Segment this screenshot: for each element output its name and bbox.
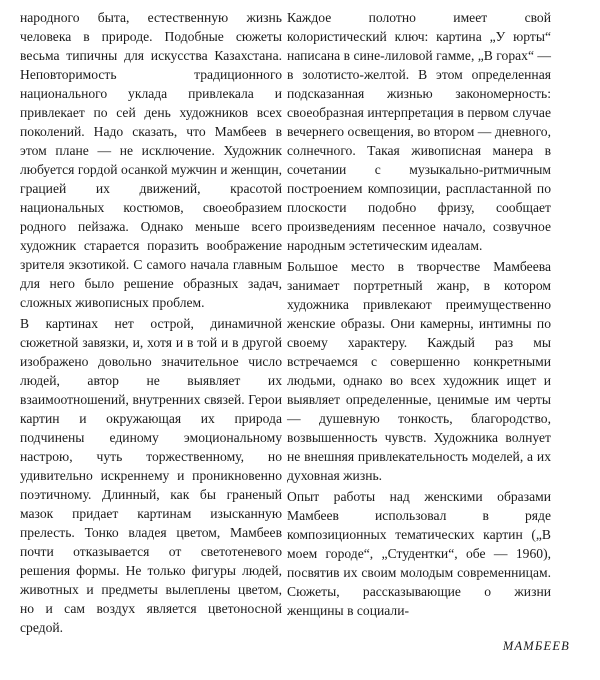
running-footer: МАМБЕЕВ: [502, 639, 570, 653]
left-text-column: [20, 8, 282, 639]
paragraph: В картинах нет острой, динамичной сюжетной завязки, и, хотя и в той и в другой изображено довольно значительное число людей, автор не выявляет их взаимоотношений, внутренних связей. Герои картин и окружающая их природа подчинены единому эмоциональному настрою, чуть торжественному, но удивительно искреннему и проникновенно поэтичному. Длинный, как бы граненый мазок придает картинам изысканную прелесть. Тонко владея цветом, Мамбеев почти отказывается от светотеневого решения формы. Не только фигуры людей, животных и предметы вылеплены цветом, но и сам воздух является цветоносной средой.: [20, 316, 282, 635]
right-text-column: [287, 8, 551, 622]
paragraph: Большое место в творчестве Мамбеева занимает портретный жанр, в котором художника привлекают преимущественно женские образы. Они камерны, интимны по своему характеру. Каждый раз мы встречаемся с совершенно конкретными людьми, однако во всех художник ищет и выявляет определенные, ценимые им черты — душевную тонкость, благородство, возвышенность чувств. Художника волнует не внешняя привлекательность моделей, а их духовная жизнь.: [287, 259, 551, 483]
paragraph: народного быта, естественную жизнь человека в природе. Подобные сюжеты весьма типичны для искусства Казахстана. Неповторимость традиционного национального уклада привлекала и привлекает по сей день художников всех поколений. Надо сказать, что Мамбеев в этом плане — не исключение. Художник любуется гордой осанкой мужчин и женщин, грацией их движений, красотой национальных костюмов, своеобразием родного пейзажа. Однако меньше всего художник старается поразить воображение зрителя экзотикой. С самого начала главным для него было решение образных задач, сложных живописных проблем.: [20, 10, 282, 310]
paragraph: Опыт работы над женскими образами Мамбеев использовал в ряде композиционных тематических картин („В моем городе“, „Студентки“, обе — 1960), посвятив их своим молодым современницам. Сюжеты, рассказывающие о жизни женщины в социали-: [287, 489, 551, 618]
paragraph: Каждое полотно имеет свой колористический ключ: картина „У юрты“ написана в сине-лиловой гамме, „В горах“ — в золотисто-желтой. В этом определенная подсказанная жизнью закономерность: своеобразная интерпретация в первом случае вечернего освещения, во втором — дневного, солнечного. Такая живописная манера в сочетании с музыкально-ритмичным построением композиции, распластанной по плоскости подобно фризу, сообщает произведениям песенное начало, созвучное народным эстетическим идеалам.: [287, 10, 551, 253]
